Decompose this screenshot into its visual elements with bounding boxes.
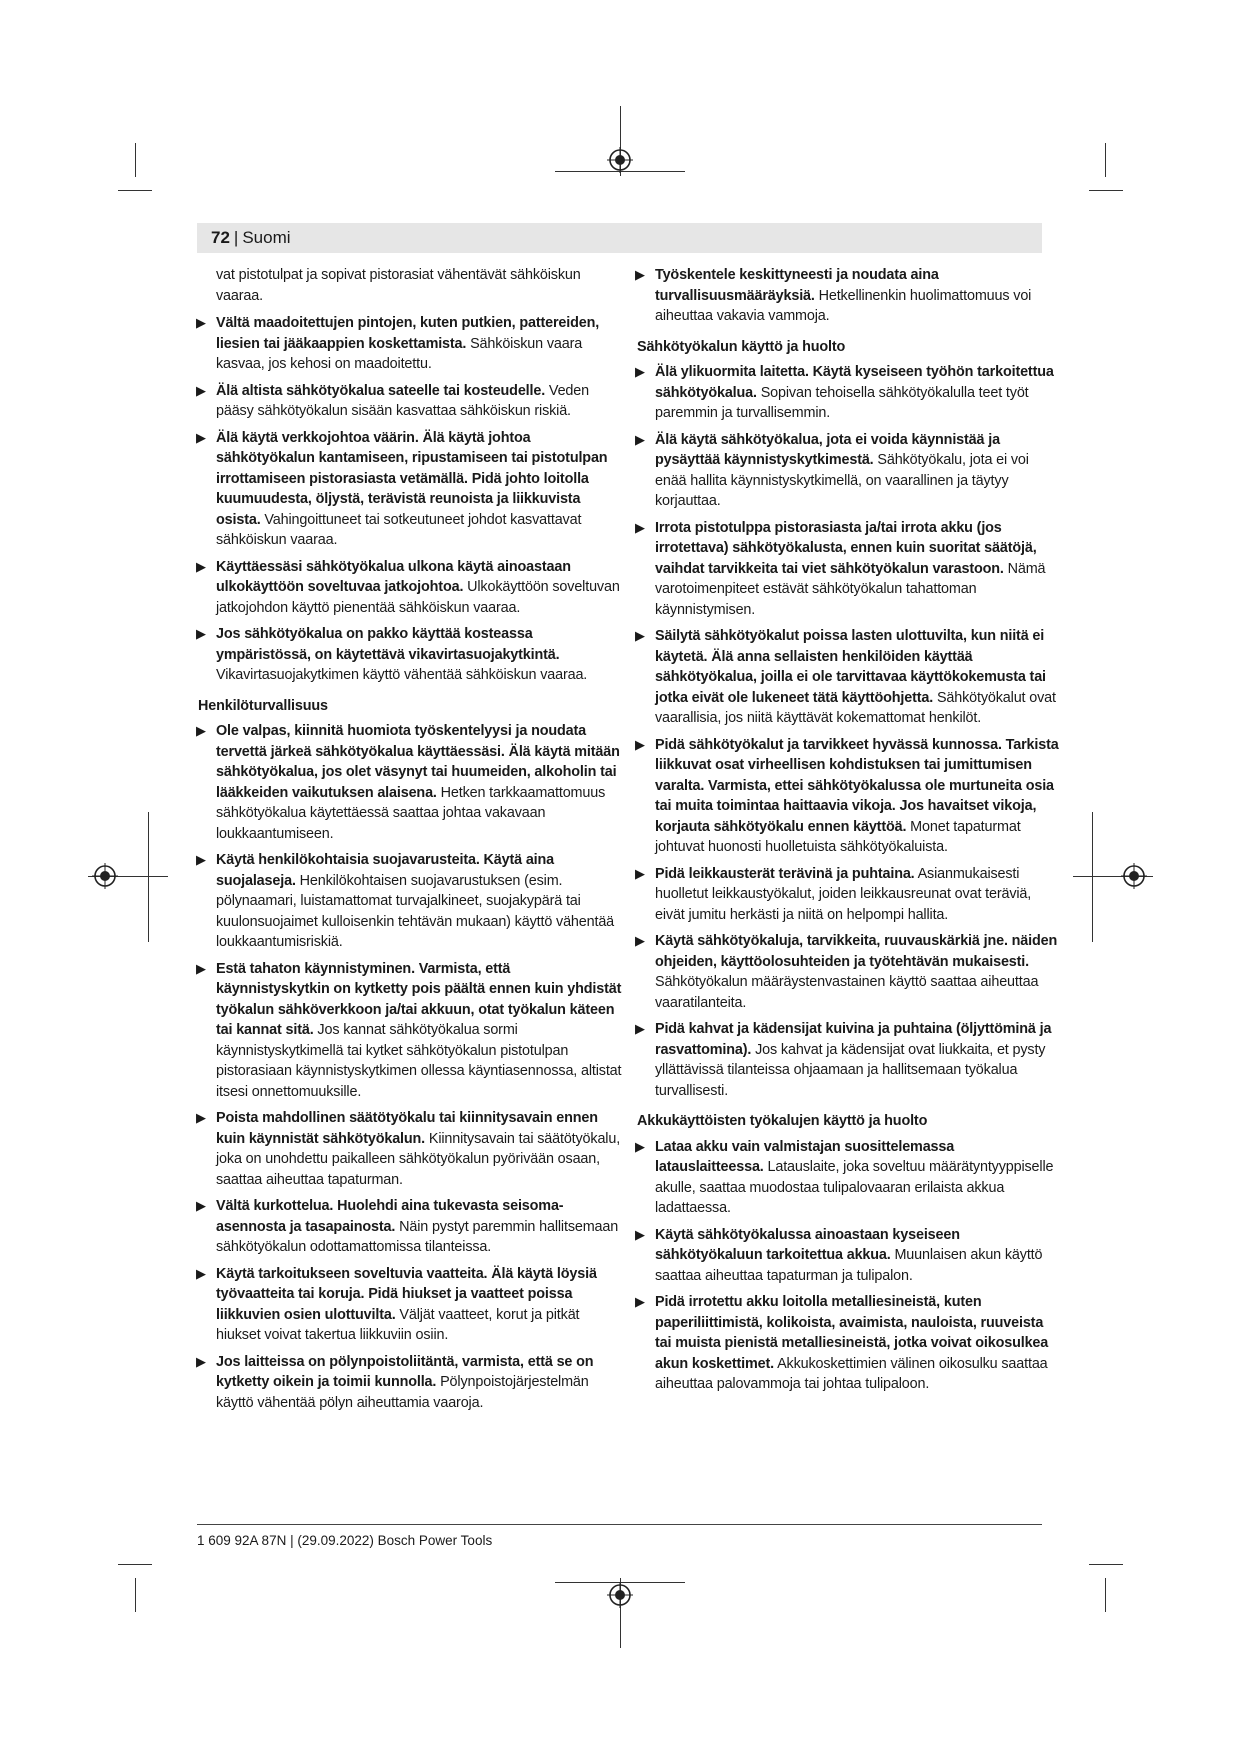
bullet-arrow-icon: ▶ xyxy=(196,1265,206,1281)
crop-mark xyxy=(118,190,152,191)
crop-mark xyxy=(1089,1564,1123,1565)
bullet-arrow-icon: ▶ xyxy=(635,364,645,379)
list-item: ▶ Ole valpas, kiinnitä huomiota työskentelyysi ja noudata tervettä järkeä sähkötyökalua käyttäessäsi. Älä käytä mitään sähkötyökalua, jos olet väsynyt tai huumeiden, alkoholin tai lääkkeiden vaikutuksen alaisena. Hetken tarkkaamattomuus sähkötyökalua käytettäessä saattaa johtaa vakavaan loukkaantumiseen. xyxy=(196,723,620,842)
bullet-arrow-icon: ▶ xyxy=(635,933,645,948)
crop-mark xyxy=(135,143,136,177)
list-item: ▶ Säilytä sähkötyökalut poissa lasten ulottuvilta, kun niitä ei käytetä. Älä anna sellaisten henkilöiden käyttää sähkötyökalua, joilla ei ole tarvittavaa käyttökokemusta tai jotka eivät ole lukeneet tätä käyttöohjetta. Sähkötyökalut ovat vaarallisia, jos niitä käyttävät kokemattomat henkilöt. xyxy=(635,628,1056,726)
list-item: ▶ Pidä sähkötyökalut ja tarvikkeet hyvässä kunnossa. Tarkista liikkuvat osat virheellisen kohdistuksen tai jumittumisen varalta. Varmista, ettei sähkötyökalussa ole murtuneita osia tai muita toimintaa haittaavia vikoja. Jos havaitset vikoja, korjauta sähkötyökalu ennen käyttöä. Monet tapaturmat johtuvat huonosti huolletuista sähkötyökaluista. xyxy=(635,736,1059,855)
bullet-arrow-icon: ▶ xyxy=(196,315,206,330)
crop-mark xyxy=(118,1564,152,1565)
left-column xyxy=(198,265,623,1419)
bullet-arrow-icon: ▶ xyxy=(196,558,206,574)
bullet-arrow-icon: ▶ xyxy=(196,429,206,445)
list-item: ▶ Käyttäessäsi sähkötyökalua ulkona käytä ainoastaan ulkokäyttöön soveltuvaa jatkojohtoa. Ulkokäyttöön soveltuvan jatkojohdon käyttö pienentää sähköiskun vaaraa. xyxy=(196,558,620,616)
list-item: ▶ Poista mahdollinen säätötyökalu tai kiinnitysavain ennen kuin käynnistät sähkötyökalun. Kiinnitysavain tai säätötyökalu, joka on unohdettu paikalleen sähkötyökalun pyörivään osaan, saattaa aiheuttaa tapaturman. xyxy=(196,1110,621,1188)
list-item: ▶ Älä altista sähkötyökalua sateelle tai kosteudelle. Veden pääsy sähkötyökalun sisään kasvattaa sähköiskun riskiä. xyxy=(196,382,589,419)
registration-mark-icon xyxy=(1121,863,1147,889)
list-item: ▶ Jos sähkötyökalua on pakko käyttää kosteassa ympäristössä, on käytettävä vikavirtasuojakytkintä. Vikavirtasuojakytkimen käyttö vähentää sähköiskun vaaraa. xyxy=(196,626,588,683)
bullet-arrow-icon: ▶ xyxy=(635,1294,645,1309)
section-heading: Sähkötyökalun käyttö ja huolto xyxy=(637,338,846,355)
registration-mark-icon xyxy=(607,1582,633,1608)
list-item: ▶ Vältä maadoitettujen pintojen, kuten putkien, pattereiden, liesien tai jääkaappien koskettamista. Sähköiskun vaara kasvaa, jos kehosi on maadoitettu. xyxy=(196,315,600,372)
bullet-arrow-icon: ▶ xyxy=(196,1110,206,1125)
list-item: ▶ Käytä henkilökohtaisia suojavarusteita. Käytä aina suojalaseja. Henkilökohtaisen suojavarustuksen (esim. pölynaamari, luistamattomat turvajalkineet, suojakypärä tai kuulonsuojaimet kulloisenkin tehtävän mukaan) käyttö vähentää loukkaantumisriskiä. xyxy=(196,852,615,950)
bullet-arrow-icon: ▶ xyxy=(635,1138,645,1154)
list-item: ▶ Älä käytä sähkötyökalua, jota ei voida käynnistää ja pysäyttää käynnistyskytkimestä. Sähkötyökalu, jota ei voi enää hallita käynnistyskytkimellä, on vaarallinen ja täytyy korjauttaa. xyxy=(635,431,1029,509)
header-language: Suomi xyxy=(242,228,291,247)
bullet-arrow-icon: ▶ xyxy=(635,519,645,535)
bullet-arrow-icon: ▶ xyxy=(196,723,206,738)
list-item: ▶ Vältä kurkottelua. Huolehdi aina tukevasta seisoma-asennosta ja tasapainosta. Näin pystyt paremmin hallitsemaan sähkötyökalun odottamattomissa tilanteissa. xyxy=(196,1198,619,1255)
bullet-arrow-icon: ▶ xyxy=(635,628,645,643)
page-header xyxy=(197,223,1042,253)
bullet-arrow-icon: ▶ xyxy=(635,267,645,282)
header-separator: | xyxy=(233,228,239,247)
list-item: ▶ Lataa akku vain valmistajan suosittelemassa latauslaitteessa. Latauslaite, joka soveltuu määrätyntyyppiselle akulle, saattaa muodostaa tulipalovaaran erilaista akkua ladattaessa. xyxy=(635,1138,1054,1216)
bullet-arrow-icon: ▶ xyxy=(196,960,206,976)
bullet-arrow-icon: ▶ xyxy=(635,1021,645,1036)
registration-line xyxy=(148,812,149,942)
section-heading: Akkukäyttöisten työkalujen käyttö ja huolto xyxy=(637,1113,928,1129)
list-item: ▶ Älä ylikuormita laitetta. Käytä kyseiseen työhön tarkoitettua sähkötyökalua. Sopivan tehoisella sähkötyökalulla teet työt paremmin ja turvallisemmin. xyxy=(635,364,1054,421)
list-item: ▶ Työskentele keskittyneesti ja noudata aina turvallisuusmääräyksiä. Hetkellinenkin huolimattomuus voi aiheuttaa vakavia vammoja. xyxy=(635,267,1032,324)
bullet-arrow-icon: ▶ xyxy=(635,736,645,752)
crop-mark xyxy=(1089,190,1123,191)
bullet-arrow-icon: ▶ xyxy=(635,431,645,447)
continuation-text: vat pistotulpat ja sopivat pistorasiat vähentävät sähköiskun vaaraa. xyxy=(216,267,581,304)
list-item: ▶ Irrota pistotulppa pistorasiasta ja/tai irrota akku (jos irrotettava) sähkötyökalusta, ennen kuin suoritat säätöjä, vaihdat tarvikkeita tai viet sähkötyökalun varastoon. Nämä varotoimenpiteet estävät sähkötyökalun tahattoman käynnistymisen. xyxy=(635,519,1046,618)
bullet-arrow-icon: ▶ xyxy=(635,865,645,881)
bullet-arrow-icon: ▶ xyxy=(196,382,206,398)
footer-text: 1 609 92A 87N | (29.09.2022) Bosch Power Tools xyxy=(197,1533,493,1548)
list-item: ▶ Älä käytä verkkojohtoa väärin. Älä käytä johtoa sähkötyökalun kantamiseen, ripustamiseen tai pistotulpan irrottamiseen pistorasiasta vetämällä. Pidä johto loitolla kuumuudesta, öljystä, terävistä reunoista ja liikkuvista osista. Vahingoittuneet tai sotkeutuneet johdot kasvattavat sähköiskun vaaraa. xyxy=(196,429,608,548)
list-item: ▶ Pidä irrotettu akku loitolla metalliesineistä, kuten paperiliittimistä, kolikoista, avaimista, nauloista, ruuveista tai muista pienistä metalliesineistä, jotka voivat oikosulkea akun koskettimet. Akkukoskettimien välinen oikosulku saattaa aiheuttaa palovammoja tai johtaa tulipaloon. xyxy=(635,1294,1049,1392)
right-column xyxy=(637,265,1062,1401)
bullet-arrow-icon: ▶ xyxy=(196,852,206,867)
list-item: ▶ Käytä tarkoitukseen soveltuvia vaatteita. Älä käytä löysiä työvaatteita tai koruja. Pidä hiukset ja vaatteet poissa liikkuvien osien ulottuvilta. Väljät vaatteet, korut ja pitkät hiukset voivat takertua liikkuviin osiin. xyxy=(196,1265,597,1343)
list-item: ▶ Pidä leikkausterät terävinä ja puhtaina. Asianmukaisesti huolletut leikkaustyökalut, joiden leikkausreunat ovat teräviä, eivät jumitu herkästi ja niitä on helpompi hallita. xyxy=(635,865,1032,923)
bullet-arrow-icon: ▶ xyxy=(635,1226,645,1242)
crop-mark xyxy=(1105,143,1106,177)
list-item: ▶ Käytä sähkötyökaluja, tarvikkeita, ruuvauskärkiä jne. näiden ohjeiden, käyttöolosuhteiden ja työtehtävän mukaisesti. Sähkötyökalun määräystenvastainen käyttö saattaa aiheuttaa vaaratilanteita. xyxy=(635,933,1058,1011)
list-item: ▶ Käytä sähkötyökalussa ainoastaan kyseiseen sähkötyökaluun tarkoitettua akkua. Muunlaisen akun käyttö saattaa aiheuttaa tapaturman ja tulipalon. xyxy=(635,1226,1043,1284)
section-heading: Henkilöturvallisuus xyxy=(198,697,328,714)
list-item: ▶ Pidä kahvat ja kädensijat kuivina ja puhtaina (öljyttöminä ja rasvattomina). Jos kahvat ja kädensijat ovat liukkaita, et pysty yllättävissä tilanteissa ohjaamaan ja hallitsemaan työkalua turvallisesti. xyxy=(635,1021,1052,1099)
crop-mark xyxy=(1105,1578,1106,1612)
list-item: ▶ Jos laitteissa on pölynpoistoliitäntä, varmista, että se on kytketty oikein ja toimii kunnolla. Pölynpoistojärjestelmän käyttö vähentää pölyn aiheuttamia vaaroja. xyxy=(196,1353,594,1411)
bullet-arrow-icon: ▶ xyxy=(196,1198,206,1213)
crop-mark xyxy=(135,1578,136,1612)
registration-mark-icon xyxy=(92,863,118,889)
list-item: ▶ Estä tahaton käynnistyminen. Varmista, että käynnistyskytkin on kytketty pois päältä ennen kuin yhdistät työkalun sähköverkkoon ja/tai akkuun, otat työkalun käteen tai kannat sitä. Jos kannat sähkötyökalua sormi käynnistyskytkimellä tai kytket sähkötyökalun pistotulpan pistorasiaan käynnistyskytkimen ollessa käyntiasennossa, altistat itsesi onnettomuuksille. xyxy=(196,960,622,1100)
registration-mark-icon xyxy=(607,147,633,173)
registration-line xyxy=(1092,812,1093,942)
page-number: 72 xyxy=(211,228,230,247)
footer-rule xyxy=(197,1524,1042,1525)
bullet-arrow-icon: ▶ xyxy=(196,626,206,641)
bullet-arrow-icon: ▶ xyxy=(196,1353,206,1369)
